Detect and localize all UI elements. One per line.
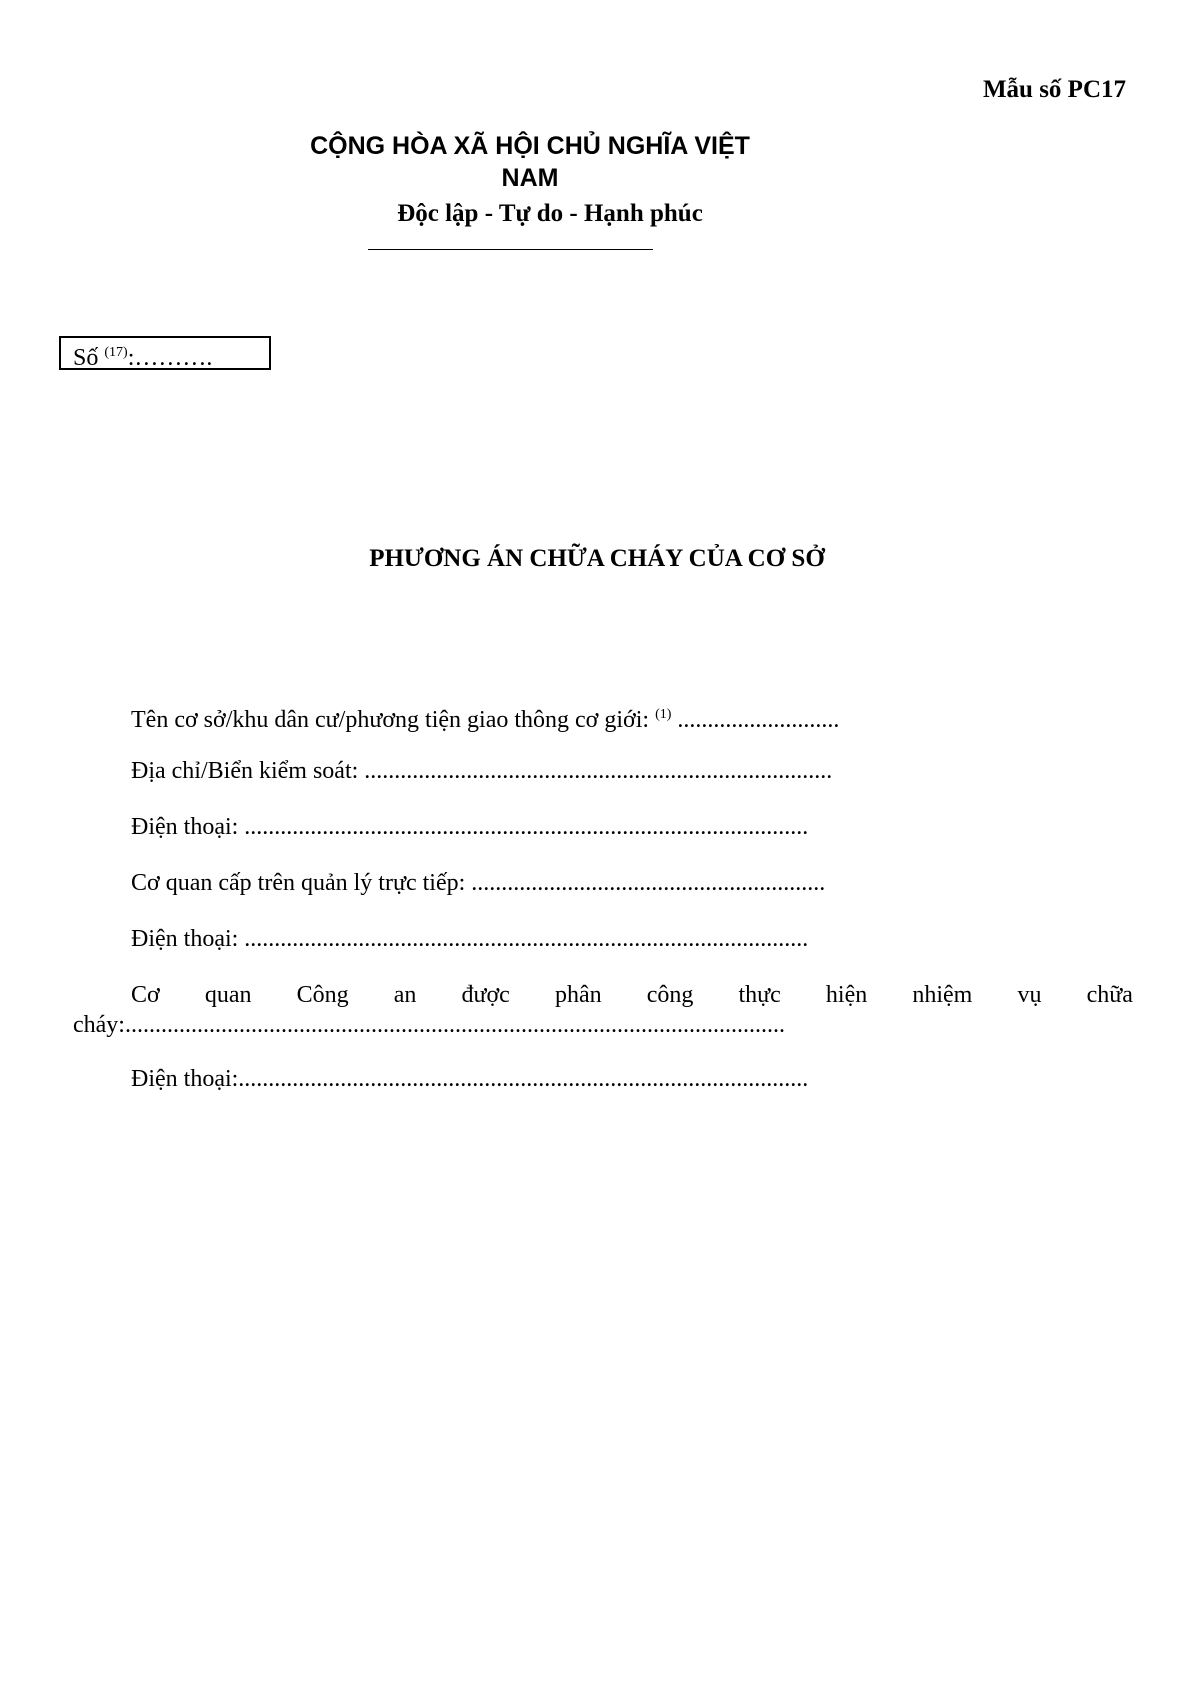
number-footnote: (17)	[104, 345, 128, 360]
facility-name-label: Tên cơ sở/khu dân cư/phương tiện giao thông cơ giới:	[131, 707, 650, 733]
document-title-text: PHƯƠNG ÁN CHỮA CHÁY CỦA CƠ SỞ	[369, 545, 825, 572]
police-word: Cơ	[131, 982, 160, 1008]
document-title	[0, 545, 1200, 573]
document-number-box	[59, 336, 271, 370]
police-agency-block	[73, 980, 1133, 1064]
police-word: hiện	[825, 982, 868, 1008]
police-word: được	[461, 982, 510, 1008]
superior-agency-line: Cơ quan cấp trên quản lý trực tiếp: ...........................................................	[131, 870, 826, 896]
form-code: Mẫu số PC17	[982, 76, 1126, 103]
facility-name-footnote: (1)	[655, 707, 672, 722]
national-header	[250, 130, 810, 228]
police-word: quan	[204, 982, 252, 1008]
phone-line-3: Điện thoại:...............................................................................................	[131, 1066, 809, 1092]
phone-line-2: Điện thoại: ..............................................................................................	[131, 926, 809, 952]
police-agency-line	[73, 980, 1133, 1010]
phone-line-1: Điện thoại: ..............................................................................................	[131, 814, 809, 840]
number-value: :……….	[127, 345, 213, 371]
header-underline	[368, 249, 653, 250]
police-word: an	[393, 982, 417, 1008]
police-word: vụ	[1017, 982, 1042, 1008]
facility-name-line	[73, 700, 1133, 756]
police-word: Công	[296, 982, 349, 1008]
national-motto: Độc lập - Tự do - Hạnh phúc	[397, 200, 703, 227]
police-word: thực	[738, 982, 781, 1008]
nation-name: CỘNG HÒA XÃ HỘI CHỦ NGHĨA VIỆT NAM	[310, 132, 750, 192]
police-word: phân	[554, 982, 602, 1008]
police-word: chữa	[1086, 982, 1133, 1008]
address-line: Địa chỉ/Biển kiểm soát: ..............................................................................	[131, 758, 833, 784]
fields-section	[73, 700, 1133, 1120]
police-word: nhiệm	[912, 982, 973, 1008]
police-word: công	[646, 982, 694, 1008]
police-agency-continuation: cháy:..............................................................................................................	[73, 1012, 785, 1038]
facility-name-dots: ...........................	[677, 707, 840, 733]
number-label: Số	[73, 345, 99, 371]
